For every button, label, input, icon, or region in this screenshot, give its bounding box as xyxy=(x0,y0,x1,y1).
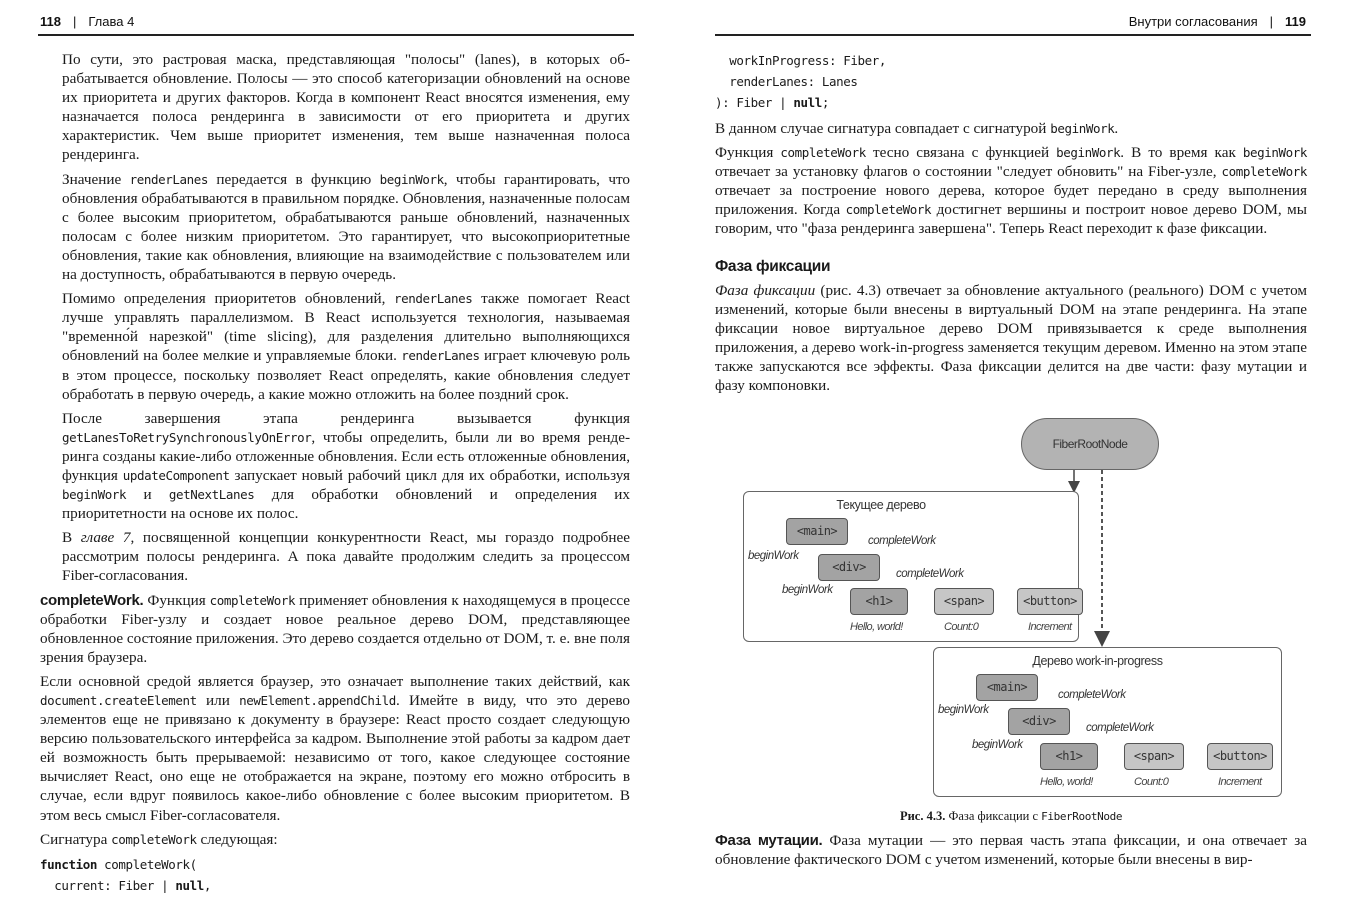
edge-label-completework: completeWork xyxy=(1058,689,1126,702)
code-block xyxy=(715,50,1307,113)
tree-title: Дерево work-in-progress xyxy=(1032,654,1163,669)
text: В данном случае сигнатура совпадает с сигнатурой xyxy=(715,120,1051,137)
code-text: , xyxy=(203,877,212,893)
text: В xyxy=(62,529,81,547)
paragraph xyxy=(715,119,1307,138)
edge-label-beginwork: beginWork xyxy=(782,584,833,597)
right-page xyxy=(673,0,1346,921)
fiber-root-node: FiberRootNode xyxy=(1021,418,1159,470)
inline-code: updateComponent xyxy=(122,467,230,483)
text: передается в функцию xyxy=(208,170,380,188)
text: . Имейте в виду, что это дерево элементов еще не привязано к документу в браузере: React просто создает следующую версию пользовательского интерфейса за кадром. Выполнение этой работы за кадром дает ей возможность быть прерываемой: независимо от того, какое следующее состояние вычисляет React, оно еще не отображается на экране, поэтому его можно отбросить в случае, если вдруг появилось какое-либо обновление с более высоким приоритетом. В этом весь смысл Fiber-согласователя. xyxy=(40,692,630,824)
text: запускает новый рабочий цикл для их обработки, используя xyxy=(229,466,630,484)
inline-code: beginWork xyxy=(1050,121,1115,136)
caption-label: Рис. 4.3. xyxy=(899,809,946,824)
node-main: <main> xyxy=(786,518,848,545)
running-head-right xyxy=(1129,14,1306,29)
paragraph xyxy=(62,289,630,404)
text: применяет обновления к находящемуся в процессе обработки Fiber-узлу и создает новое реальное дерево DOM, представляющее обновленное состояние приложения. Это дерево создается отдельно от DOM, т. е. вне поля зрения браузера. xyxy=(40,591,630,666)
left-page-body xyxy=(40,50,630,896)
text: следующая: xyxy=(196,830,278,848)
text: . xyxy=(1114,120,1119,137)
node-h1: <h1> xyxy=(850,588,908,615)
inline-code: renderLanes xyxy=(394,291,473,307)
text: отвечает за установку флагов о состоянии "следует обновить" на Fiber-узле, xyxy=(715,163,1222,181)
text: достигнет вершины и построит новое дерево DOM, мы говорим, что "фаза рендеринга завершена". Теперь React переходит к фазе фиксации. xyxy=(715,201,1307,238)
figure-caption xyxy=(715,807,1307,826)
code-block xyxy=(40,854,630,896)
paragraph xyxy=(62,170,630,285)
text: Сигнатура xyxy=(40,830,112,848)
node-div: <div> xyxy=(1008,708,1070,735)
term: Фаза фиксации xyxy=(715,281,816,299)
code-keyword: function xyxy=(40,856,98,872)
h1-text: Hello, world! xyxy=(1040,776,1093,789)
text: Значение xyxy=(62,170,130,188)
node-button: <button> xyxy=(1207,743,1273,770)
edge-label-completework: completeWork xyxy=(896,568,964,581)
edge-label-beginwork: beginWork xyxy=(748,550,799,563)
text: Помимо определения приоритетов обновлений, xyxy=(62,290,395,308)
text: , чтобы гарантировать, что обновления обрабатываются в правильном порядке. Обновления, назначенные полосам с более высоким приоритетом, обрабатываются раньше обновлений, назначенных полосам с более низким приоритетом. Это гарантирует, что высокоприоритетные обновления, такие как обновления, влияющие на взаимодействие с пользователем или на доступность, обрабатываются в первую очередь. xyxy=(62,170,630,284)
inline-code: completeWork xyxy=(111,831,197,847)
right-page-body xyxy=(715,50,1307,874)
text: для обработки обновлений и определения их приоритетности на основе их полос. xyxy=(62,486,630,523)
page-number: 118 xyxy=(40,14,61,29)
edge-label-completework: completeWork xyxy=(868,535,936,548)
code-text: completeWork( xyxy=(97,856,197,872)
text: также помогает React лучше управлять параллелизмом. В React используется технология, называемая "временно́й нарезкой" (time slicing), для разделения длительно выполняющихся обновлений на более мелкие и управляемые блоки. xyxy=(62,290,630,365)
text: Фаза мутации — это первая часть этапа фиксации, и она отвечает за обновление фактического DOM с учетом изменений, которые были внесены в вир- xyxy=(715,832,1308,869)
figure-4-3 xyxy=(715,407,1307,827)
inline-code: completeWork xyxy=(780,145,866,161)
inline-code: completeWork xyxy=(209,592,296,608)
code-text: current: Fiber | xyxy=(40,877,176,893)
current-tree-box xyxy=(743,491,1079,642)
code-text: ; xyxy=(821,95,830,110)
page-number: 119 xyxy=(1285,14,1306,29)
inline-code: document.createElement xyxy=(40,693,197,708)
paragraph xyxy=(62,528,630,585)
chapter-reference: главе 7 xyxy=(80,529,131,547)
header-rule xyxy=(38,34,634,36)
button-text: Increment xyxy=(1218,776,1262,789)
node-main: <main> xyxy=(976,674,1038,701)
h1-text: Hello, world! xyxy=(850,621,903,634)
paragraph xyxy=(715,143,1307,238)
inline-code: newElement.appendChild xyxy=(239,693,396,708)
text: Функция xyxy=(715,144,781,162)
run-in-heading: completeWork. xyxy=(40,591,144,609)
text: и xyxy=(126,486,169,504)
text: По сути, это растровая маска, представляющая "полосы" (lanes), в которых обрабатывается обновление. Полосы — это способ категоризации обновлений на основе их приоритета и других факторов. Когда в компонент React вносятся изменения, ему назначается полоса рендеринга в зависимости от его приоритета и других характеристик. Чем выше приоритет изменения, тем выше назначенная полоса рендеринга. xyxy=(62,51,630,164)
text: Если основной средой является браузер, это означает выполнение таких действий, как xyxy=(40,672,630,690)
tree-title: Текущее дерево xyxy=(836,498,926,513)
button-text: Increment xyxy=(1028,621,1072,634)
paragraph xyxy=(40,591,630,667)
text: , чтобы определить, были ли во время рендеринга созданы какие-либо отложенные обновления. Если есть отложенные обновления, функция xyxy=(62,428,630,484)
text: Функция xyxy=(143,591,210,609)
text: отвечает за построение нового дерева, которое будет передано в среду выполнения приложения. Когда xyxy=(715,182,1307,219)
inline-code: beginWork xyxy=(379,171,444,187)
code-text: renderLanes: Lanes xyxy=(715,74,858,89)
section-heading: Фаза фиксации xyxy=(715,257,831,275)
caption-text: Фаза фиксации с xyxy=(945,809,1042,824)
separator: | xyxy=(1269,14,1274,29)
text: играет ключевую роль в этом процессе, поскольку позволяет React определять, какие обновления следует обработать в первую очередь, а какие можно отложить на более поздний срок. xyxy=(62,347,630,403)
paragraph xyxy=(715,281,1307,396)
node-div: <div> xyxy=(818,554,880,581)
section-title: Внутри согласования xyxy=(1128,14,1258,29)
edge-label-beginwork: beginWork xyxy=(938,704,989,717)
separator: | xyxy=(72,14,77,29)
edge-label-completework: completeWork xyxy=(1086,722,1154,735)
node-h1: <h1> xyxy=(1040,743,1098,770)
inline-code: beginWork xyxy=(1056,145,1121,161)
edge-label-beginwork: beginWork xyxy=(972,739,1023,752)
node-span: <span> xyxy=(1124,743,1184,770)
inline-code: completeWork xyxy=(1221,164,1307,180)
running-head-left xyxy=(40,14,134,29)
paragraph xyxy=(40,672,630,825)
wip-tree-box xyxy=(933,647,1282,797)
text: После завершения этапа рендеринга вызывается функция xyxy=(62,409,630,427)
caption-code: FiberRootNode xyxy=(1041,810,1123,824)
inline-code: completeWork xyxy=(845,202,932,218)
inline-code: renderLanes xyxy=(129,171,209,187)
code-text: workInProgress: Fiber, xyxy=(715,53,887,68)
text: тесно связана с функцией xyxy=(865,144,1057,162)
text: . В то время как xyxy=(1120,144,1243,162)
run-in-heading: Фаза мутации. xyxy=(715,832,823,850)
span-text: Count:0 xyxy=(1134,776,1169,789)
header-rule xyxy=(715,34,1311,36)
inline-code: getNextLanes xyxy=(168,487,255,503)
inline-code: getLanesToRetrySynchronouslyOnError xyxy=(62,429,312,445)
code-keyword: null xyxy=(793,95,822,110)
inline-code: beginWork xyxy=(1242,145,1308,161)
node-span: <span> xyxy=(934,588,994,615)
text: , посвященной концепции конкурентности React, мы гораздо подробнее рассмотрим полосы рендеринга. А пока давайте продолжим следить за процессом Fiber-согласования. xyxy=(62,529,630,585)
chapter-title: Глава 4 xyxy=(88,14,135,29)
paragraph xyxy=(62,50,630,165)
node-button: <button> xyxy=(1017,588,1083,615)
inline-code: beginWork xyxy=(62,487,127,503)
paragraph xyxy=(62,409,630,524)
inline-code: renderLanes xyxy=(401,348,480,364)
text: (рис. 4.3) отвечает за обновление актуального (реального) DOM с учетом изменений, которые были внесены в виртуальный DOM на этапе рендеринга. На этапе фиксации новое виртуальное дерево DOM привязывается к среде выполнения приложения, а дерево work-in-progress заменяется текущим деревом. Именно на этом этапе также запускаются все эффекты. Фаза фиксации делится на две части: фазу мутации и фазу компоновки. xyxy=(715,281,1307,395)
span-text: Count:0 xyxy=(944,621,979,634)
paragraph xyxy=(715,831,1307,869)
code-text: ): Fiber | xyxy=(715,95,794,110)
code-keyword: null xyxy=(175,877,204,893)
text: или xyxy=(196,692,240,709)
paragraph xyxy=(40,830,630,849)
